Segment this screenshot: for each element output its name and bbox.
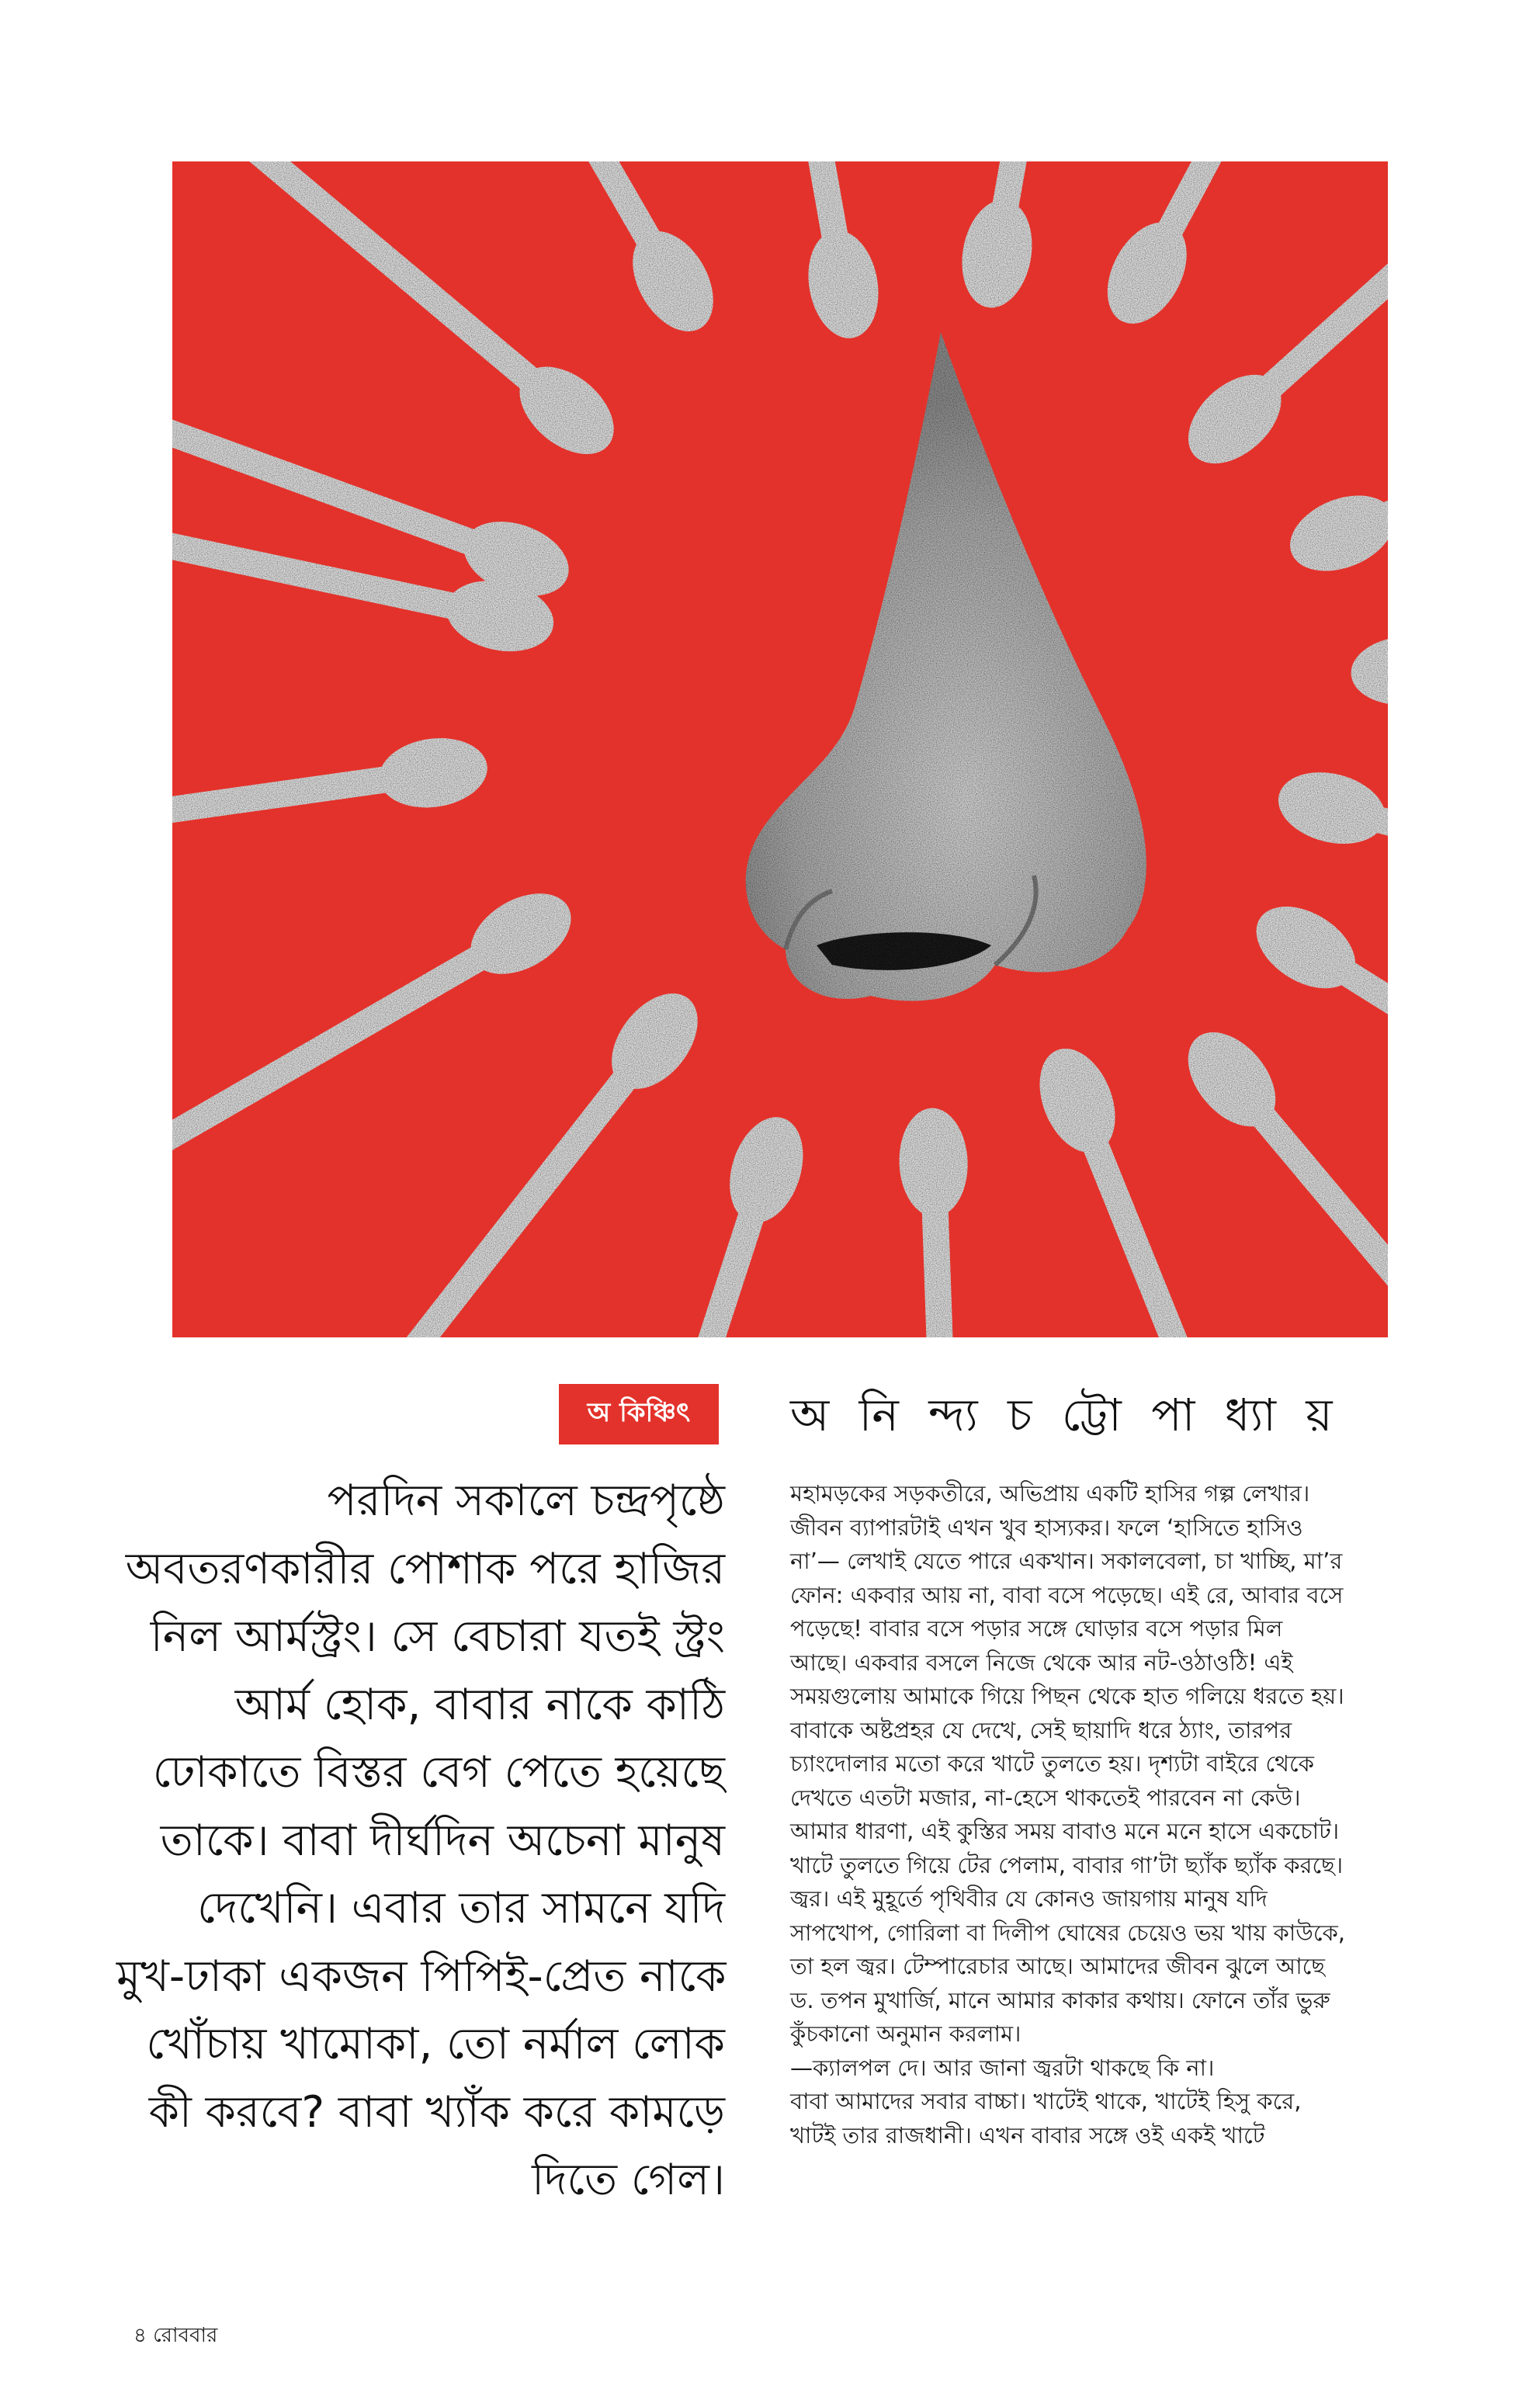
- pull-quote-line: কী করবে? বাবা খ্যাঁক করে কামড়ে: [148, 2086, 725, 2138]
- nose-swab-illustration: [172, 161, 1388, 1337]
- section-label-badge: অ কিঞ্চিৎ: [559, 1384, 719, 1444]
- pull-quote-line: আর্ম হোক, বাবার নাকে কাঠি: [234, 1679, 725, 1730]
- body-line: বাবা আমাদের সবার বাচ্চা। খাটেই থাকে, খাটেই হিসু করে,: [790, 2088, 1302, 2114]
- body-line: মহামড়কের সড়কতীরে, অভিপ্রায় একটি হাসির গল্প লেখার।: [790, 1480, 1310, 1507]
- body-line: খাটে তুলতে গিয়ে টের পেলাম, বাবার গা’টা ছ্যাঁক ছ্যাঁক করছে।: [790, 1851, 1344, 1878]
- body-line: কুঁচকানো অনুমান করলাম।: [790, 2020, 1021, 2047]
- pull-quote-line: দেখেনি। এবার তার সামনে যদি: [197, 1883, 725, 1933]
- pull-quote-line: দিতে গেল।: [532, 2155, 725, 2205]
- body-line: পড়েছে! বাবার বসে পড়ার সঙ্গে ঘোড়ার বসে পড়ার মিল: [790, 1615, 1283, 1642]
- hero-illustration: [172, 161, 1388, 1337]
- body-line: না’— লেখাই যেতে পারে একখান। সকালবেলা, চা খাচ্ছি, মা’র: [790, 1548, 1343, 1574]
- pull-quote-line: খোঁচায় খামোকা, তো নর্মাল লোক: [146, 2019, 725, 2069]
- pull-quote-line: নিল আর্মস্ট্রং। সে বেচারা যতই স্ট্রং: [150, 1611, 725, 1662]
- body-line: খাটই তার রাজধানী। এখন বাবার সঙ্গে ওই একই খাটে: [790, 2121, 1265, 2148]
- body-line: তা হল জ্বর। টেম্পারেচার আছে। আমাদের জীবন ঝুলে আছে: [790, 1953, 1325, 1979]
- body-line: জ্বর। এই মুহূর্তে পৃথিবীর যে কোনও জায়গায় মানুষ যদি: [790, 1885, 1268, 1912]
- body-line: আছে। একবার বসলে নিজে থেকে আর নট-ওঠাওঠি! এই: [790, 1649, 1293, 1676]
- body-line: আমার ধারণা, এই কুস্তির সময় বাবাও মনে মনে হাসে একচোট।: [790, 1818, 1340, 1844]
- body-line: —ক্যালপল দে। আর জানা জ্বরটা থাকছে কি না।: [790, 2054, 1215, 2081]
- body-line: চ্যাংদোলার মতো করে খাটে তুলতে হয়। দৃশ্যটা বাইরে থেকে: [790, 1750, 1314, 1777]
- pull-quote-line: মুখ-ঢাকা একজন পিপিই-প্রেত নাকে: [116, 1951, 727, 2002]
- body-line: জীবন ব্যাপারটাই এখন খুব হাস্যকর। ফলে ‘হাসিতে হাসিও: [790, 1514, 1303, 1541]
- body-line: বাবাকে অষ্টপ্রহর যে দেখে, সেই ছায়াদি ধরে ঠ্যাং, তারপর: [790, 1716, 1292, 1743]
- body-line: ড. তপন মুখার্জি, মানে আমার কাকার কথায়। ফোনে তাঁর ভুরু: [790, 1986, 1330, 2013]
- pull-quote-line: পরদিন সকালে চন্দ্রপৃষ্ঠে: [327, 1476, 725, 1526]
- pull-quote-line: ঢোকাতে বিস্তর বেগ পেতে হয়েছে: [152, 1747, 725, 1798]
- body-line: ফোন: একবার আয় না, বাবা বসে পড়েছে। এই রে, আবার বসে: [790, 1581, 1344, 1608]
- body-line: সময়গুলোয় আমাকে গিয়ে পিছন থেকে হাত গলিয়ে ধরতে হয়।: [790, 1683, 1344, 1709]
- author-byline: অ নি ন্দ্য চ ট্টো পা ধ্যা য়: [790, 1389, 1341, 1441]
- pull-quote-line: অবতরণকারীর পোশাক পরে হাজির: [125, 1543, 725, 1594]
- pull-quote-line: তাকে। বাবা দীর্ঘদিন অচেনা মানুষ: [160, 1815, 725, 1866]
- article-body: [790, 1477, 1403, 2152]
- body-line: সাপখোপ, গোরিলা বা দিলীপ ঘোষের চেয়েও ভয় খায় কাউকে,: [790, 1919, 1345, 1946]
- page-folio: ৪ রোববার: [134, 2324, 218, 2347]
- body-line: দেখতে এতটা মজার, না-হেসে থাকতেই পারবেন না কেউ।: [790, 1784, 1301, 1811]
- pull-quote: [116, 1467, 725, 2214]
